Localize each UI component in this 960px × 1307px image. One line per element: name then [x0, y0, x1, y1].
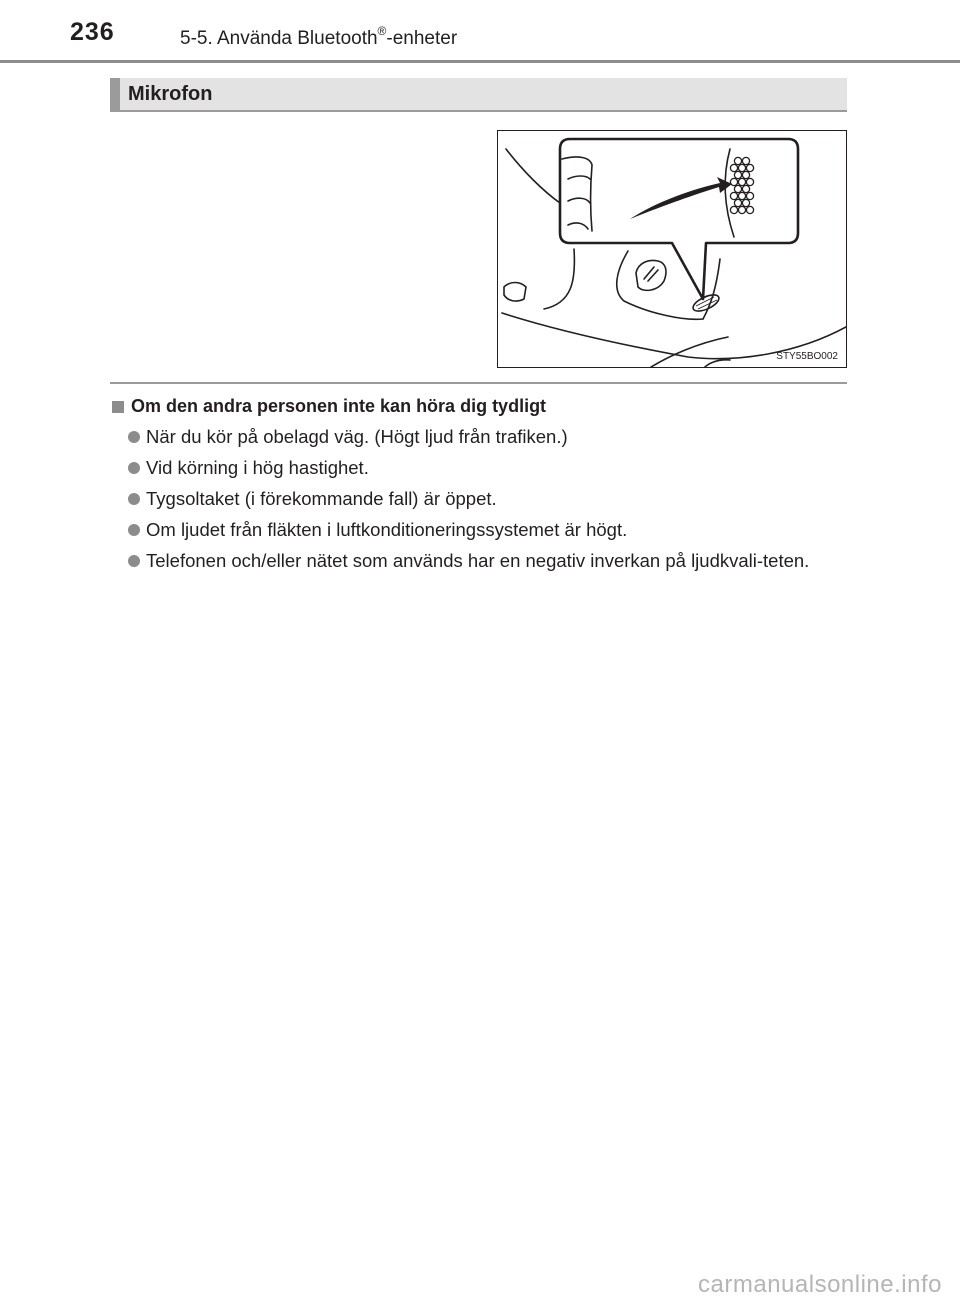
list-item-text: Vid körning i hög hastighet.	[146, 457, 369, 478]
chapter-title-suffix: -enheter	[386, 28, 458, 49]
note-heading	[112, 396, 546, 417]
note-heading-text: Om den andra personen inte kan höra dig tydligt	[131, 396, 547, 416]
section-header	[110, 78, 847, 112]
microphone-illustration	[497, 130, 847, 368]
note-bullet-list	[128, 424, 848, 579]
section-accent	[110, 78, 120, 110]
square-bullet-icon	[112, 401, 124, 413]
bullet-dot-icon	[128, 524, 140, 536]
chapter-title	[180, 24, 458, 51]
list-item	[128, 455, 848, 480]
list-item-text: Telefonen och/eller nätet som används har en negativ inverkan på ljudkvali-teten.	[146, 550, 810, 571]
bullet-dot-icon	[128, 555, 140, 567]
chapter-title-prefix: 5-5. Använda Bluetooth	[180, 28, 378, 49]
list-item	[128, 486, 848, 511]
page-number: 236	[70, 18, 115, 46]
list-item	[128, 424, 848, 449]
header-rule	[0, 60, 960, 63]
section-divider	[110, 382, 847, 384]
list-item	[128, 548, 848, 573]
bullet-dot-icon	[128, 431, 140, 443]
list-item-text: Om ljudet från fläkten i luftkonditioneringssystemet är högt.	[146, 519, 628, 540]
watermark: carmanualsonline.info	[698, 1271, 942, 1298]
figure-code: STY55BO002	[776, 351, 838, 362]
list-item-text: När du kör på obelagd väg. (Högt ljud från trafiken.)	[146, 426, 568, 447]
microphone-location-drawing	[498, 131, 847, 368]
list-item-text: Tygsoltaket (i förekommande fall) är öppet.	[146, 488, 497, 509]
bullet-dot-icon	[128, 493, 140, 505]
list-item	[128, 517, 848, 542]
registered-mark: ®	[377, 24, 387, 38]
bullet-dot-icon	[128, 462, 140, 474]
section-title: Mikrofon	[128, 83, 213, 105]
